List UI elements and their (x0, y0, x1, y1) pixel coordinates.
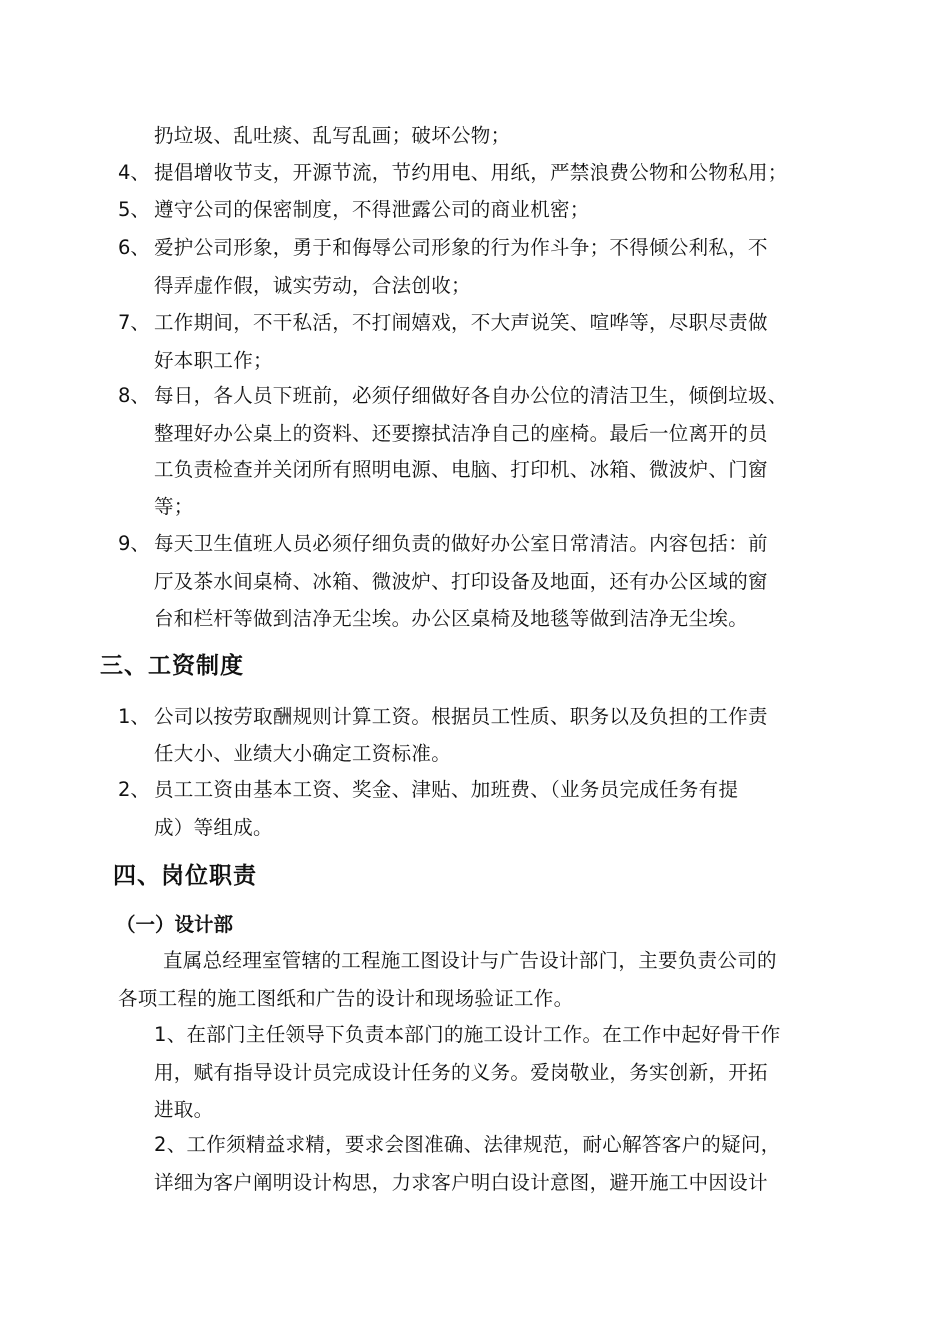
rule-text-line: 每天卫生值班人员必须仔细负责的做好办公室日常清洁。内容包括：前 (154, 532, 768, 555)
intro-line: 各项工程的施工图纸和广告的设计和现场验证工作。 (118, 987, 574, 1010)
design-item-line: 详细为客户阐明设计构思，力求客户明白设计意图，避开施工中因设计 (154, 1171, 768, 1194)
rule-text-line: 工作期间，不干私活，不打闹嬉戏，不大声说笑、喧哗等，尽职尽责做 (154, 311, 768, 334)
salary-item-line: 公司以按劳取酬规则计算工资。根据员工性质、职务以及负担的工作责 (154, 705, 768, 728)
rule-number: 4、 (118, 161, 150, 184)
rule-number: 5、 (118, 198, 150, 221)
section-heading-salary: 三、工资制度 (100, 653, 244, 679)
salary-item-line: 员工工资由基本工资、奖金、津贴、加班费、（业务员完成任务有提 (154, 778, 739, 801)
rule-text-line: 好本职工作； (154, 349, 273, 372)
rule-number: 9、 (118, 532, 150, 555)
rule-number: 7、 (118, 311, 150, 334)
rule-text-line: 工负责检查并关闭所有照明电源、电脑、打印机、冰箱、微波炉、门窗 (154, 458, 768, 481)
design-item-line: 2、工作须精益求精，要求会图准确、法律规范，耐心解答客户的疑问， (154, 1133, 781, 1156)
design-item-line: 1、在部门主任领导下负责本部门的施工设计工作。在工作中起好骨干作 (154, 1023, 781, 1046)
rule-text-line: 爱护公司形象，勇于和侮辱公司形象的行为作斗争；不得倾公利私，不 (154, 236, 768, 259)
design-item-line: 用，赋有指导设计员完成设计任务的义务。爱岗敬业，务实创新，开拓 (154, 1061, 768, 1084)
rule-text-line: 厅及茶水间桌椅、冰箱、微波炉、打印设备及地面，还有办公区域的窗 (154, 570, 768, 593)
continuation-line: 扔垃圾、乱吐痰、乱写乱画；破坏公物； (154, 124, 511, 147)
rule-text-line: 得弄虚作假，诚实劳动，合法创收； (154, 274, 471, 297)
intro-line: 直属总经理室管辖的工程施工图设计与广告设计部门，主要负责公司的 (163, 949, 777, 972)
salary-item-number: 2、 (118, 778, 150, 801)
design-item-line: 进取。 (154, 1098, 214, 1121)
subsection-heading-design: （一）设计部 (116, 913, 234, 936)
rule-number: 6、 (118, 236, 150, 259)
salary-item-line: 任大小、业绩大小确定工资标准。 (154, 742, 452, 765)
rule-text-line: 台和栏杆等做到洁净无尘埃。办公区桌椅及地毯等做到洁净无尘埃。 (154, 607, 749, 630)
section-heading-duties: 四、岗位职责 (113, 863, 257, 889)
rule-text-line: 等； (154, 495, 194, 518)
salary-item-line: 成）等组成。 (154, 816, 273, 839)
salary-item-number: 1、 (118, 705, 150, 728)
rule-text-line: 每日，各人员下班前，必须仔细做好各自办公位的清洁卫生，倾倒垃圾、 (154, 384, 788, 407)
rule-number: 8、 (118, 384, 150, 407)
rule-text-line: 整理好办公桌上的资料、还要擦拭洁净自己的座椅。最后一位离开的员 (154, 422, 768, 445)
rule-text-line: 遵守公司的保密制度，不得泄露公司的商业机密； (154, 198, 590, 221)
rule-text-line: 提倡增收节支，开源节流，节约用电、用纸，严禁浪费公物和公物私用； (154, 161, 788, 184)
